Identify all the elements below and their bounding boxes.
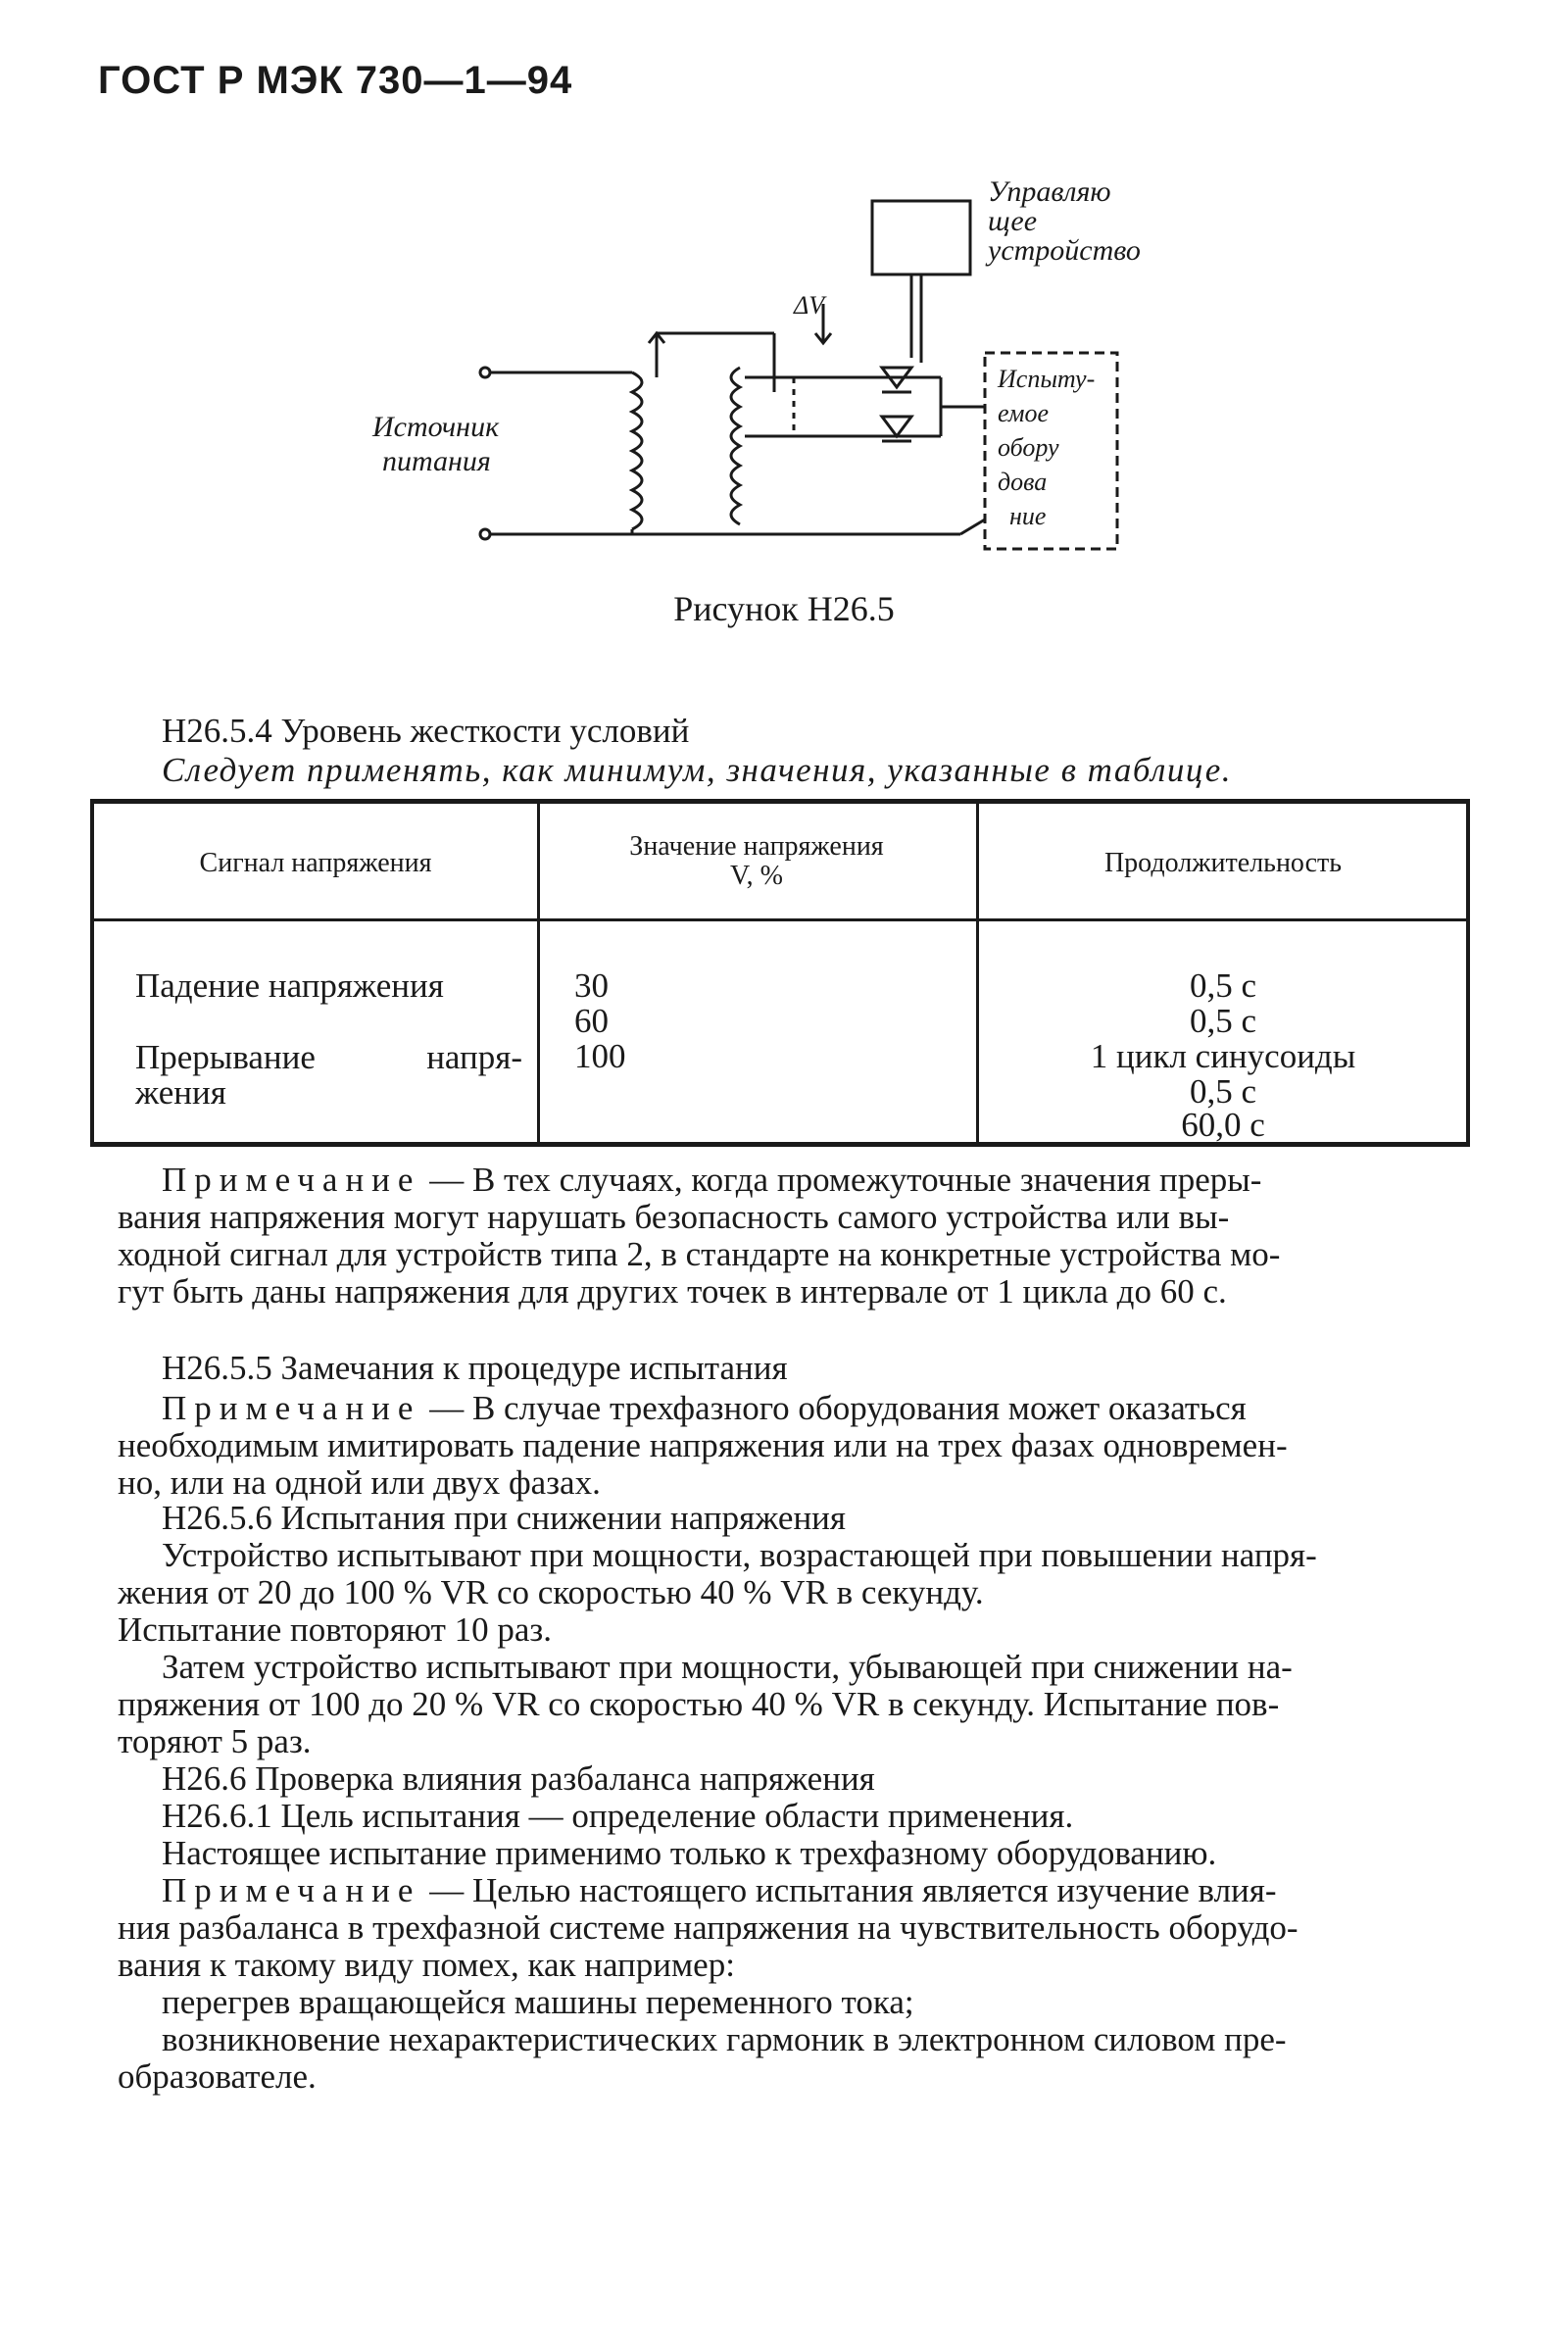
h2656-line-1: Устройство испытывают при мощности, возрастающей при повышении напря- bbox=[162, 1536, 1317, 1574]
section-heading-h2654: Н26.5.4 Уровень жесткости условий bbox=[162, 712, 690, 750]
note-3-line-2: ния разбаланса в трехфазной системе напряжения на чувствительность оборудо- bbox=[118, 1908, 1298, 1947]
control-device-label-3: устройство bbox=[988, 234, 1141, 267]
row-interrupt-label-2: жения bbox=[135, 1073, 226, 1112]
test-equipment-label-5: ние bbox=[1009, 502, 1047, 530]
h2656-line-6: торяют 5 раз. bbox=[118, 1722, 312, 1760]
note-1-line-4: гут быть даны напряжения для других точек в интервале от 1 цикла до 60 с. bbox=[118, 1272, 1227, 1311]
note-1-line-3: ходной сигнал для устройств типа 2, в стандарте на конкретные устройства мо- bbox=[118, 1235, 1281, 1273]
section-h2656 bbox=[118, 1500, 1465, 1760]
list-item-2-cont: образователе. bbox=[118, 2057, 317, 2096]
section-h266 bbox=[118, 1760, 1465, 2096]
value-100: 100 bbox=[574, 1037, 626, 1075]
test-equipment-label-1: Испыту- bbox=[998, 365, 1096, 393]
note-2-line-2: необходимым имитировать падение напряжения или на трех фазах одновремен- bbox=[118, 1426, 1288, 1464]
test-equipment-label-2: емое bbox=[998, 399, 1050, 427]
h2656-line-4: Затем устройство испытывают при мощности, убывающей при снижении на- bbox=[162, 1648, 1293, 1686]
h2656-line-3: Испытание повторяют 10 раз. bbox=[118, 1610, 552, 1649]
h266-sub1: Н26.6.1 Цель испытания — определение области применения. bbox=[162, 1797, 1074, 1835]
header-value-line2: V, % bbox=[730, 861, 783, 891]
section-intro-h2654: Следует применять, как минимум, значения, указанные в таблице. bbox=[162, 751, 1233, 789]
note-1-label: Примечание bbox=[162, 1161, 421, 1199]
control-device-label-1: Управляю bbox=[988, 175, 1111, 208]
duration-5: 60,0 с bbox=[1181, 1106, 1265, 1144]
control-device-box bbox=[872, 201, 970, 274]
test-equipment-label-3: обору bbox=[998, 433, 1059, 462]
list-item-1: перегрев вращающейся машины переменного тока; bbox=[162, 1983, 914, 2021]
secondary-winding bbox=[731, 368, 740, 524]
note-3-label: Примечание bbox=[162, 1871, 421, 1909]
delta-v-label: ΔV bbox=[794, 291, 825, 320]
section-heading-h2655: Н26.5.5 Замечания к процедуре испытания bbox=[162, 1349, 788, 1387]
h266-sub2: Настоящее испытание применимо только к трехфазному оборудованию. bbox=[162, 1834, 1217, 1872]
header-value-line1: Значение напряжения bbox=[629, 831, 884, 862]
value-30: 30 bbox=[574, 966, 609, 1005]
section-heading-h266: Н26.6 Проверка влияния разбаланса напряжения bbox=[162, 1759, 875, 1798]
document-header: ГОСТ Р МЭК 730—1—94 bbox=[98, 59, 573, 102]
test-equipment-label-4: дова bbox=[998, 468, 1048, 496]
primary-winding bbox=[632, 372, 642, 529]
figure-caption: Рисунок Н26.5 bbox=[673, 589, 895, 628]
list-item-2: возникновение нехарактеристических гармоник в электронном силовом пре- bbox=[162, 2020, 1287, 2058]
duration-4: 0,5 с bbox=[1189, 1072, 1257, 1111]
power-source-label-2: питания bbox=[382, 445, 491, 477]
header-signal: Сигнал напряжения bbox=[199, 848, 432, 878]
duration-1: 0,5 с bbox=[1189, 966, 1257, 1005]
note-1 bbox=[118, 1162, 1465, 1311]
row-drop-label: Падение напряжения bbox=[135, 966, 444, 1005]
note-3-line-1: — Целью настоящего испытания является изучение влия- bbox=[429, 1871, 1277, 1909]
note-2 bbox=[118, 1390, 1465, 1502]
h2656-line-5: пряжения от 100 до 20 % VR со скоростью 40 % VR в секунду. Испытание пов- bbox=[118, 1685, 1280, 1723]
circuit-diagram bbox=[333, 167, 1215, 578]
note-2-line-1: — В случае трехфазного оборудования может оказаться bbox=[429, 1389, 1247, 1427]
h2656-line-2: жения от 20 до 100 % VR со скоростью 40 % VR в секунду. bbox=[118, 1573, 984, 1611]
severity-table bbox=[90, 799, 1470, 1147]
row-interrupt-label-1: Прерывание напря- bbox=[135, 1038, 522, 1076]
note-1-line-2: вания напряжения могут нарушать безопасность самого устройства или вы- bbox=[118, 1198, 1230, 1236]
section-heading-h2656: Н26.5.6 Испытания при снижении напряжения bbox=[162, 1499, 847, 1537]
duration-3: 1 цикл синусоиды bbox=[1090, 1037, 1356, 1075]
power-source-label-1: Источник bbox=[372, 411, 500, 443]
note-2-label: Примечание bbox=[162, 1389, 421, 1427]
note-3-line-3: вания к такому виду помех, как например: bbox=[118, 1946, 735, 1984]
header-duration: Продолжительность bbox=[1103, 848, 1343, 878]
value-60: 60 bbox=[574, 1002, 609, 1040]
note-2-line-3: но, или на одной или двух фазах. bbox=[118, 1463, 601, 1502]
duration-2: 0,5 с bbox=[1189, 1002, 1257, 1040]
note-1-line-1: — В тех случаях, когда промежуточные значения преры- bbox=[429, 1161, 1262, 1199]
control-device-label-2: щее bbox=[988, 205, 1038, 237]
